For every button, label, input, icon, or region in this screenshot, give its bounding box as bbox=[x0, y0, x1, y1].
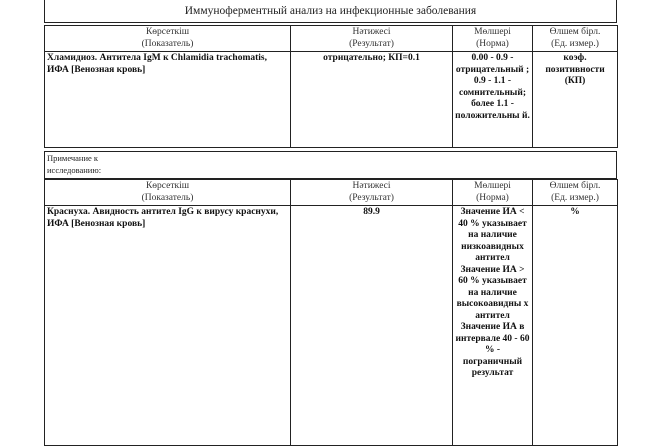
header-result: Нәтижесі (Результат) bbox=[291, 26, 453, 52]
header-indicator: Көрсеткіш (Показатель) bbox=[45, 180, 291, 206]
result-chlamydia: отрицательно; КП=0.1 bbox=[291, 52, 453, 148]
rubella-table bbox=[44, 179, 618, 446]
header-unit: Өлшем бірл. (Ед. измер.) bbox=[533, 180, 618, 206]
report-title: Иммуноферментный анализ на инфекционные заболевания bbox=[44, 0, 617, 23]
indicator-chlamydia: Хламидиоз. Антитела IgM к Chlamidia trachomatis, ИФА [Венозная кровь] bbox=[45, 52, 291, 148]
table-header-row bbox=[45, 180, 618, 206]
note-table bbox=[44, 151, 617, 179]
indicator-rubella: Краснуха. Авидность антител IgG к вирусу краснухи, ИФА [Венозная кровь] bbox=[45, 206, 291, 446]
result-rubella: 89.9 bbox=[291, 206, 453, 446]
header-norm: Мөлшері (Норма) bbox=[453, 26, 533, 52]
header-result: Нәтижесі (Результат) bbox=[291, 180, 453, 206]
header-indicator: Көрсеткіш (Показатель) bbox=[45, 26, 291, 52]
unit-rubella: % bbox=[533, 206, 618, 446]
table-header-row bbox=[45, 26, 618, 52]
header-norm: Мөлшері (Норма) bbox=[453, 180, 533, 206]
chlamydia-table bbox=[44, 25, 618, 148]
norm-chlamydia: 0.00 - 0.9 - отрицательный ; 0.9 - 1.1 - сомнительный; более 1.1 - положительны й. bbox=[453, 52, 533, 148]
norm-rubella: Значение ИА < 40 % указывает на наличие низкоавидных антител Значение ИА > 60 % указывает на наличие высокоавидны х антител Значение ИА в интервале 40 - 60 % - пограничный результат bbox=[453, 206, 533, 446]
note-cell: Примечание к исследованию: bbox=[45, 152, 617, 179]
table-row bbox=[45, 52, 618, 148]
unit-chlamydia: коэф. позитивности (КП) bbox=[533, 52, 618, 148]
header-unit: Өлшем бірл. (Ед. измер.) bbox=[533, 26, 618, 52]
table-row bbox=[45, 206, 618, 446]
